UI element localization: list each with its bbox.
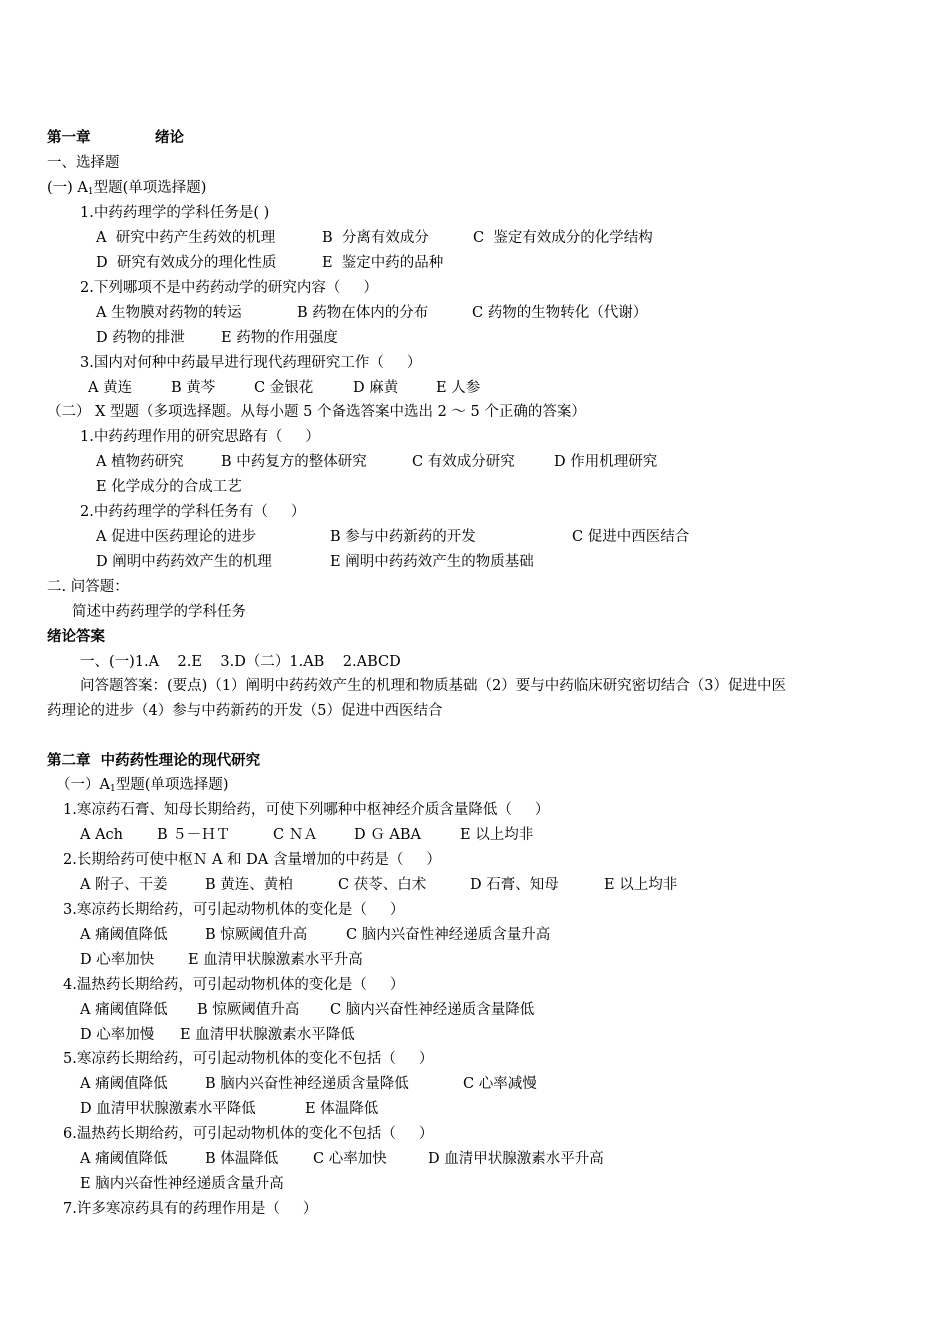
option: B 黄芩: [171, 380, 216, 396]
option: C 茯苓、白术: [338, 877, 427, 893]
option: A 痛阈值降低: [80, 1076, 168, 1092]
option: C 心率减慢: [463, 1076, 537, 1092]
option: A 植物药研究: [96, 454, 184, 470]
option: D 血清甲状腺激素水平降低: [80, 1101, 256, 1117]
option: B 惊厥阈值升高: [197, 1002, 300, 1018]
question: 1.中药药理作用的研究思路有（ ）: [80, 429, 320, 445]
option: D 作用机理研究: [554, 454, 658, 470]
option: C 脑内兴奋性神经递质含量降低: [330, 1002, 535, 1018]
option: B 黄连、黄柏: [205, 877, 293, 893]
option: E 血清甲状腺激素水平升高: [188, 952, 363, 968]
section-heading: 二. 问答题：: [47, 579, 129, 595]
option: D 研究有效成分的理化性质: [96, 255, 277, 271]
question: 4.温热药长期给药，可引起动物机体的变化是（ ）: [63, 977, 405, 993]
option: A 痛阈值降低: [80, 1002, 168, 1018]
option: B ５－ＨＴ: [157, 827, 231, 843]
question-type-heading: （一）$A_1$型题(单项选择题): [56, 777, 229, 794]
option: E 以上均非: [604, 877, 678, 893]
question: 3.国内对何种中药最早进行现代药理研究工作（ ）: [80, 355, 422, 371]
essay-answer-cont: 药理论的进步（4）参与中药新药的开发（5）促进中西医结合: [47, 703, 443, 719]
option: A 研究中药产生药效的机理: [96, 230, 276, 246]
option: B 中药复方的整体研究: [221, 454, 367, 470]
option: B 体温降低: [205, 1151, 279, 1167]
option: D 阐明中药药效产生的机理: [96, 554, 272, 570]
option: A 附子、干姜: [80, 877, 168, 893]
option: B 惊厥阈值升高: [205, 927, 308, 943]
option: C 鉴定有效成分的化学结构: [473, 230, 653, 246]
chapter-1-title-main: 绪论: [155, 129, 184, 146]
question: 1.寒凉药石膏、知母长期给药，可使下列哪种中枢神经介质含量降低（ ）: [63, 802, 550, 818]
option: C 金银花: [254, 380, 314, 396]
option: C ＮＡ: [273, 827, 318, 843]
chapter-1-title: 第一章: [47, 129, 91, 146]
question-type-heading: (一) $A_1$型题(单项选择题): [47, 180, 207, 197]
option: A Ach: [80, 827, 124, 843]
option: E 阐明中药药效产生的物质基础: [330, 554, 534, 570]
question: 6.温热药长期给药，可引起动物机体的变化不包括（ ）: [63, 1126, 434, 1142]
question: 2.中药药理学的学科任务有（ ）: [80, 504, 306, 520]
answers-title: 绪论答案: [47, 628, 105, 645]
option: E 以上均非: [460, 827, 534, 843]
question-type-heading: （二） X 型题（多项选择题。从每小题 5 个备选答案中选出 2 ～ 5 个正确的答案）: [47, 404, 586, 420]
option: A 促进中医药理论的进步: [96, 529, 257, 545]
option: C 药物的生物转化（代谢）: [472, 305, 648, 321]
question: 2.长期给药可使中枢Ｎ A 和 DA 含量增加的中药是（ ）: [63, 852, 441, 868]
option: E 体温降低: [305, 1101, 379, 1117]
option: C 心率加快: [313, 1151, 387, 1167]
option: E 鉴定中药的品种: [322, 255, 444, 271]
option: B 药物在体内的分布: [297, 305, 429, 321]
question: 2.下列哪项不是中药药动学的研究内容（ ）: [80, 280, 378, 296]
essay-question: 简述中药药理学的学科任务: [72, 604, 246, 620]
option: D 血清甲状腺激素水平升高: [428, 1151, 604, 1167]
answer-key: 一、(一)1.A 2.E 3.D（二）1.AB 2.ABCD: [80, 654, 401, 670]
option: B 参与中药新药的开发: [330, 529, 476, 545]
option: E 药物的作用强度: [221, 330, 338, 346]
question: 1.中药药理学的学科任务是( ): [80, 205, 270, 221]
option: D 心率加快: [80, 952, 155, 968]
option: D 石膏、知母: [470, 877, 559, 893]
option: E 人参: [436, 380, 481, 396]
essay-answer: 问答题答案：(要点)（1）阐明中药药效产生的机理和物质基础（2）要与中药临床研究密切结合（3）促进中医: [80, 678, 786, 694]
option: E 血清甲状腺激素水平降低: [180, 1027, 355, 1043]
option: C 脑内兴奋性神经递质含量升高: [346, 927, 551, 943]
option: A 黄连: [88, 380, 133, 396]
option: C 有效成分研究: [412, 454, 515, 470]
question: 5.寒凉药长期给药，可引起动物机体的变化不包括（ ）: [63, 1051, 434, 1067]
option: A 痛阈值降低: [80, 1151, 168, 1167]
option: D 药物的排泄: [96, 330, 185, 346]
option: E 化学成分的合成工艺: [96, 479, 242, 495]
chapter-2-title: 第二章 中药药性理论的现代研究: [47, 752, 261, 769]
option: A 痛阈值降低: [80, 927, 168, 943]
question: 3.寒凉药长期给药，可引起动物机体的变化是（ ）: [63, 902, 405, 918]
option: A 生物膜对药物的转运: [96, 305, 242, 321]
option: B 脑内兴奋性神经递质含量降低: [205, 1076, 409, 1092]
question: 7.许多寒凉药具有的药理作用是（ ）: [63, 1201, 318, 1217]
option: D 麻黄: [353, 380, 399, 396]
option: E 脑内兴奋性神经递质含量升高: [80, 1176, 284, 1192]
section-heading: 一、选择题: [47, 155, 120, 171]
option: C 促进中西医结合: [572, 529, 690, 545]
option: D Ｇ ABA: [354, 827, 421, 843]
option: D 心率加慢: [80, 1027, 155, 1043]
option: B 分离有效成分: [322, 230, 429, 246]
